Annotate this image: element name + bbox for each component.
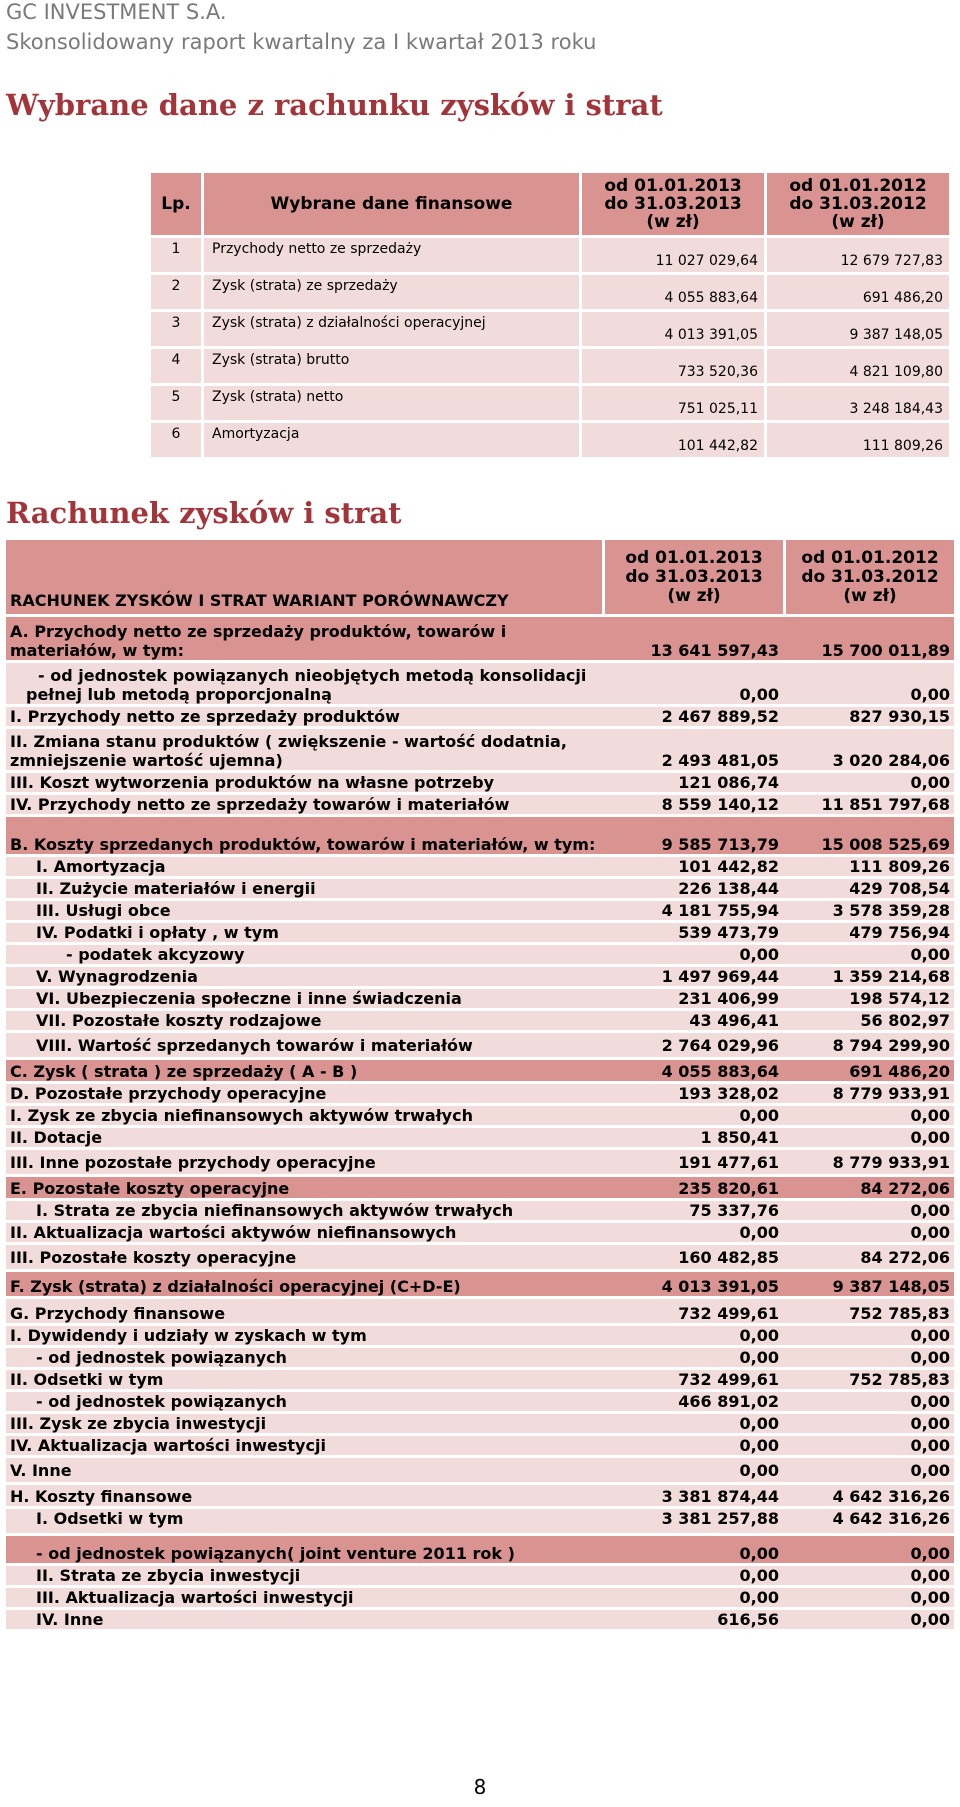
row-value-2012: 0,00 (783, 1411, 954, 1433)
report-title: Skonsolidowany raport kwartalny za I kwartał 2013 roku (6, 30, 597, 54)
table-header-row (6, 540, 954, 614)
row-lp: 2 (151, 275, 201, 309)
period-unit: (w zł) (667, 585, 721, 606)
col-header-lp: Lp. (151, 173, 201, 235)
row-value-2012: 752 785,83 (783, 1296, 954, 1323)
row-value-2013: 4 013 391,05 (602, 1269, 783, 1296)
row-value-2012: 4 821 109,80 (767, 349, 949, 383)
table-row (151, 275, 949, 309)
row-value-2012: 84 272,06 (783, 1242, 954, 1269)
row-name: Zysk (strata) ze sprzedaży (204, 275, 579, 309)
table-row (6, 1125, 954, 1147)
table-row (6, 1269, 954, 1296)
row-value-2012: 1 359 214,68 (783, 964, 954, 986)
row-value-2012: 0,00 (783, 1125, 954, 1147)
row-value-2013: 2 493 481,05 (602, 726, 783, 770)
row-label: III. Zysk ze zbycia inwestycji (6, 1411, 602, 1433)
row-value-2013: 466 891,02 (602, 1389, 783, 1411)
row-label: IV. Przychody netto ze sprzedaży towarów i materiałów (6, 792, 602, 814)
row-value-2013: 9 585 713,79 (602, 814, 783, 854)
table-row (6, 660, 954, 704)
row-value-2012: 0,00 (783, 1198, 954, 1220)
table-row (151, 238, 949, 272)
row-label: I. Przychody netto ze sprzedaży produktów (6, 704, 602, 726)
row-value-2012: 0,00 (783, 1103, 954, 1125)
row-value-2012: 691 486,20 (783, 1057, 954, 1081)
row-label: II. Aktualizacja wartości aktywów niefinansowych (6, 1220, 602, 1242)
row-value-2012: 0,00 (783, 660, 954, 704)
row-value-2013: 11 027 029,64 (582, 238, 764, 272)
row-label: III. Usługi obce (6, 898, 602, 920)
row-label: VIII. Wartość sprzedanych towarów i materiałów (6, 1030, 602, 1057)
row-label: I. Strata ze zbycia niefinansowych aktywów trwałych (6, 1198, 602, 1220)
table-row (6, 1220, 954, 1242)
table-row (6, 1433, 954, 1455)
table-row (6, 1455, 954, 1482)
table-row (6, 1563, 954, 1585)
table-row (6, 1030, 954, 1057)
table-row (6, 770, 954, 792)
row-label: B. Koszty sprzedanych produktów, towarów i materiałów, w tym: (6, 814, 602, 854)
row-label: - od jednostek powiązanych( joint venture 2011 rok ) (6, 1533, 602, 1563)
row-value-2012: 8 779 933,91 (783, 1081, 954, 1103)
period-to: do 31.03.2012 (801, 566, 939, 587)
row-label: III. Pozostałe koszty operacyjne (6, 1242, 602, 1269)
row-value-2013: 101 442,82 (602, 854, 783, 876)
table-row (6, 1607, 954, 1629)
row-label: A. Przychody netto ze sprzedaży produktów, towarów i materiałów, w tym: (6, 614, 602, 660)
row-label: - podatek akcyzowy (6, 942, 602, 964)
section-title-income-statement: Rachunek zysków i strat (6, 496, 402, 530)
row-value-2013: 0,00 (602, 660, 783, 704)
table-row (6, 1585, 954, 1607)
table-row (6, 726, 954, 770)
row-value-2012: 0,00 (783, 1323, 954, 1345)
row-value-2012: 4 642 316,26 (783, 1506, 954, 1533)
period-from: od 01.01.2013 (604, 176, 742, 196)
row-label: - od jednostek powiązanych (6, 1389, 602, 1411)
table-row (6, 1103, 954, 1125)
income-statement-table (6, 540, 954, 1629)
col-header-label: RACHUNEK ZYSKÓW I STRAT WARIANT PORÓWNAWCZY (6, 540, 602, 614)
row-value-2013: 0,00 (602, 942, 783, 964)
row-value-2012: 9 387 148,05 (783, 1269, 954, 1296)
table-row (6, 876, 954, 898)
row-value-2013: 732 499,61 (602, 1367, 783, 1389)
row-label: I. Odsetki w tym (6, 1506, 602, 1533)
row-value-2013: 101 442,82 (582, 423, 764, 457)
row-value-2013: 733 520,36 (582, 349, 764, 383)
table-row (6, 1345, 954, 1367)
company-name: GC INVESTMENT S.A. (6, 0, 227, 24)
row-label: V. Inne (6, 1455, 602, 1482)
period-from: od 01.01.2013 (625, 547, 763, 568)
row-value-2012: 0,00 (783, 770, 954, 792)
row-label: II. Odsetki w tym (6, 1367, 602, 1389)
row-value-2012: 429 708,54 (783, 876, 954, 898)
row-value-2012: 0,00 (783, 1220, 954, 1242)
row-value-2013: 0,00 (602, 1433, 783, 1455)
table-row (6, 1057, 954, 1081)
table-row (6, 1411, 954, 1433)
row-label: VI. Ubezpieczenia społeczne i inne świadczenia (6, 986, 602, 1008)
row-value-2012: 0,00 (783, 1455, 954, 1482)
row-value-2012: 0,00 (783, 1533, 954, 1563)
table-row (6, 1323, 954, 1345)
row-value-2012: 8 779 933,91 (783, 1147, 954, 1174)
row-value-2013: 732 499,61 (602, 1296, 783, 1323)
col-header-2012 (767, 173, 949, 235)
row-value-2012: 0,00 (783, 942, 954, 964)
table-row (6, 1147, 954, 1174)
period-unit: (w zł) (831, 212, 885, 232)
table-row (6, 1198, 954, 1220)
row-value-2012: 3 020 284,06 (783, 726, 954, 770)
col-header-2013 (602, 540, 783, 614)
page-number: 8 (473, 1775, 487, 1799)
row-value-2012: 4 642 316,26 (783, 1482, 954, 1506)
row-value-2013: 751 025,11 (582, 386, 764, 420)
row-value-2012: 9 387 148,05 (767, 312, 949, 346)
period-unit: (w zł) (646, 212, 700, 232)
table-row (6, 792, 954, 814)
table-row (151, 349, 949, 383)
row-value-2013: 0,00 (602, 1585, 783, 1607)
row-label: III. Koszt wytworzenia produktów na własne potrzeby (6, 770, 602, 792)
row-label: IV. Aktualizacja wartości inwestycji (6, 1433, 602, 1455)
row-value-2012: 198 574,12 (783, 986, 954, 1008)
row-value-2013: 0,00 (602, 1563, 783, 1585)
row-value-2013: 226 138,44 (602, 876, 783, 898)
period-unit: (w zł) (843, 585, 897, 606)
row-value-2013: 2 764 029,96 (602, 1030, 783, 1057)
row-label: I. Amortyzacja (6, 854, 602, 876)
row-name: Zysk (strata) z działalności operacyjnej (204, 312, 579, 346)
row-label: - od jednostek powiązanych nieobjętych metodą konsolidacji pełnej lub metodą proporcjonalną (6, 660, 602, 704)
table-row (6, 1174, 954, 1198)
row-value-2012: 0,00 (783, 1607, 954, 1629)
row-label: II. Zużycie materiałów i energii (6, 876, 602, 898)
table-row (6, 1008, 954, 1030)
table-row (6, 1367, 954, 1389)
row-value-2013: 8 559 140,12 (602, 792, 783, 814)
row-value-2012: 15 700 011,89 (783, 614, 954, 660)
row-label: VII. Pozostałe koszty rodzajowe (6, 1008, 602, 1030)
row-value-2013: 121 086,74 (602, 770, 783, 792)
row-name: Zysk (strata) brutto (204, 349, 579, 383)
row-value-2012: 84 272,06 (783, 1174, 954, 1198)
row-label: E. Pozostałe koszty operacyjne (6, 1174, 602, 1198)
table-row (6, 920, 954, 942)
row-value-2013: 1 850,41 (602, 1125, 783, 1147)
row-label: D. Pozostałe przychody operacyjne (6, 1081, 602, 1103)
row-value-2012: 8 794 299,90 (783, 1030, 954, 1057)
row-value-2013: 0,00 (602, 1220, 783, 1242)
row-value-2012: 0,00 (783, 1563, 954, 1585)
row-value-2012: 3 248 184,43 (767, 386, 949, 420)
row-value-2013: 43 496,41 (602, 1008, 783, 1030)
row-label: F. Zysk (strata) z działalności operacyjnej (C+D-E) (6, 1269, 602, 1296)
table-row (6, 1389, 954, 1411)
section-title-selected-data: Wybrane dane z rachunku zysków i strat (6, 88, 663, 122)
table-row (6, 898, 954, 920)
row-name: Zysk (strata) netto (204, 386, 579, 420)
row-value-2013: 75 337,76 (602, 1198, 783, 1220)
row-value-2012: 0,00 (783, 1345, 954, 1367)
row-label: II. Strata ze zbycia inwestycji (6, 1563, 602, 1585)
row-value-2013: 1 497 969,44 (602, 964, 783, 986)
row-label: III. Inne pozostałe przychody operacyjne (6, 1147, 602, 1174)
table-row (6, 1242, 954, 1269)
row-value-2012: 15 008 525,69 (783, 814, 954, 854)
row-label: I. Zysk ze zbycia niefinansowych aktywów trwałych (6, 1103, 602, 1125)
row-value-2013: 235 820,61 (602, 1174, 783, 1198)
table-row (6, 1482, 954, 1506)
row-label: G. Przychody finansowe (6, 1296, 602, 1323)
row-value-2013: 0,00 (602, 1323, 783, 1345)
table-row (6, 1506, 954, 1533)
row-name: Przychody netto ze sprzedaży (204, 238, 579, 272)
row-value-2013: 0,00 (602, 1455, 783, 1482)
row-label: IV. Podatki i opłaty , w tym (6, 920, 602, 942)
row-value-2013: 3 381 874,44 (602, 1482, 783, 1506)
selected-financial-data-table (148, 170, 952, 460)
table-row (6, 1081, 954, 1103)
row-value-2012: 3 578 359,28 (783, 898, 954, 920)
row-value-2013: 4 013 391,05 (582, 312, 764, 346)
row-label: IV. Inne (6, 1607, 602, 1629)
table-row (151, 312, 949, 346)
row-value-2013: 0,00 (602, 1345, 783, 1367)
row-value-2012: 111 809,26 (783, 854, 954, 876)
row-label: C. Zysk ( strata ) ze sprzedaży ( A - B ) (6, 1057, 602, 1081)
row-lp: 6 (151, 423, 201, 457)
table-row (6, 854, 954, 876)
table-row (6, 814, 954, 854)
row-value-2013: 0,00 (602, 1103, 783, 1125)
period-from: od 01.01.2012 (801, 547, 939, 568)
row-value-2012: 0,00 (783, 1433, 954, 1455)
table-row (6, 964, 954, 986)
row-value-2013: 4 055 883,64 (602, 1057, 783, 1081)
row-value-2013: 539 473,79 (602, 920, 783, 942)
table-row (6, 986, 954, 1008)
row-value-2013: 160 482,85 (602, 1242, 783, 1269)
period-to: do 31.03.2012 (789, 194, 927, 214)
table-row (6, 704, 954, 726)
row-value-2012: 0,00 (783, 1389, 954, 1411)
table-row (151, 423, 949, 457)
row-value-2012: 827 930,15 (783, 704, 954, 726)
row-name: Amortyzacja (204, 423, 579, 457)
row-value-2013: 4 181 755,94 (602, 898, 783, 920)
row-lp: 4 (151, 349, 201, 383)
row-value-2012: 111 809,26 (767, 423, 949, 457)
col-header-name: Wybrane dane finansowe (204, 173, 579, 235)
row-value-2013: 191 477,61 (602, 1147, 783, 1174)
table-row (6, 1533, 954, 1563)
col-header-2013 (582, 173, 764, 235)
row-value-2013: 0,00 (602, 1411, 783, 1433)
table-header-row (151, 173, 949, 235)
row-value-2013: 193 328,02 (602, 1081, 783, 1103)
row-value-2013: 2 467 889,52 (602, 704, 783, 726)
row-value-2013: 231 406,99 (602, 986, 783, 1008)
row-label: V. Wynagrodzenia (6, 964, 602, 986)
col-header-2012 (783, 540, 954, 614)
row-label: - od jednostek powiązanych (6, 1345, 602, 1367)
row-value-2012: 752 785,83 (783, 1367, 954, 1389)
row-value-2013: 616,56 (602, 1607, 783, 1629)
row-value-2012: 691 486,20 (767, 275, 949, 309)
row-label: I. Dywidendy i udziały w zyskach w tym (6, 1323, 602, 1345)
row-value-2012: 56 802,97 (783, 1008, 954, 1030)
period-to: do 31.03.2013 (604, 194, 742, 214)
row-value-2012: 0,00 (783, 1585, 954, 1607)
table-row (6, 614, 954, 660)
table-row (6, 942, 954, 964)
row-lp: 3 (151, 312, 201, 346)
table-row (6, 1296, 954, 1323)
row-value-2013: 13 641 597,43 (602, 614, 783, 660)
table-row (151, 386, 949, 420)
row-label: II. Dotacje (6, 1125, 602, 1147)
row-lp: 1 (151, 238, 201, 272)
period-to: do 31.03.2013 (625, 566, 763, 587)
row-label: II. Zmiana stanu produktów ( zwiększenie - wartość dodatnia, zmniejszenie wartość ujemna) (6, 726, 602, 770)
period-from: od 01.01.2012 (789, 176, 927, 196)
row-value-2013: 4 055 883,64 (582, 275, 764, 309)
row-lp: 5 (151, 386, 201, 420)
row-label: H. Koszty finansowe (6, 1482, 602, 1506)
row-value-2012: 11 851 797,68 (783, 792, 954, 814)
row-label: III. Aktualizacja wartości inwestycji (6, 1585, 602, 1607)
row-value-2013: 0,00 (602, 1533, 783, 1563)
row-value-2012: 12 679 727,83 (767, 238, 949, 272)
row-value-2013: 3 381 257,88 (602, 1506, 783, 1533)
row-value-2012: 479 756,94 (783, 920, 954, 942)
